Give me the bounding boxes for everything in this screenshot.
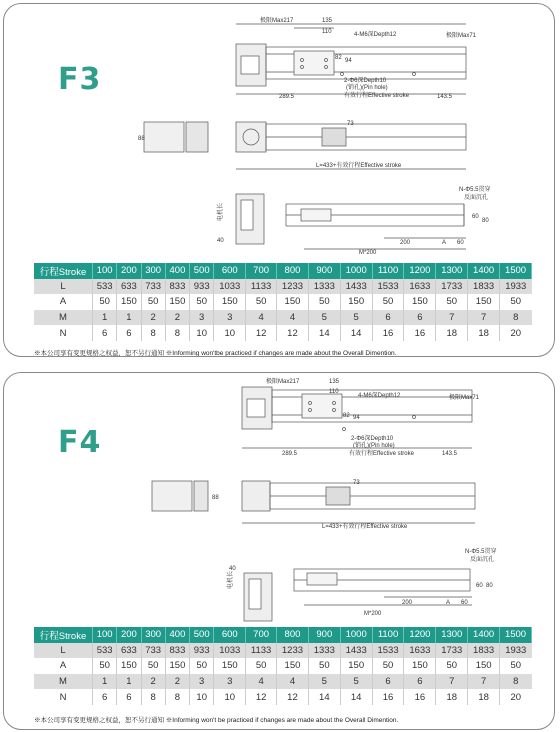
header-label: 行程Stroke [34,263,93,279]
dim-effective: 有效行程Effective stroke [349,451,414,457]
table-cell: 14 [308,325,340,341]
footnote: ※本公司享有变更规格之权益，恕不另行通知 ※Informing won't be practiced if changes are made about the Overall Dimention. [34,717,399,724]
spec-panel-f3 [3,3,555,357]
table-cell: 150 [468,658,500,674]
dim-length: L=433+有效行程Effective stroke [322,524,408,530]
dim-73: 73 [353,480,360,486]
table-cell: 12 [277,689,309,705]
stroke-header-cell: 400 [165,263,189,279]
dim-80: 80 [486,583,493,589]
table-cell: 14 [340,325,372,341]
table-cell: 8 [141,325,165,341]
row-label: A [34,658,93,674]
stroke-header-cell: 400 [165,627,189,643]
table-cell: 14 [340,689,372,705]
row-label: N [34,325,93,341]
table-cell: 4 [277,310,309,326]
table-cell: 20 [500,325,532,341]
stroke-header-cell: 1400 [468,263,500,279]
table-cell: 8 [165,325,189,341]
row-label: L [34,279,93,295]
model-title: F3 [58,62,102,97]
table-cell: 4 [246,674,277,690]
dim-200: 200 [400,240,411,246]
table-cell: 533 [93,643,117,659]
dim-screw: 4-M6深Depth12 [358,393,401,399]
table-cell: 1533 [372,279,404,295]
side-view [144,122,466,169]
table-cell: 6 [117,689,141,705]
spec-panel-f4 [3,372,555,730]
row-label: L [34,643,93,659]
table-cell: 10 [190,325,214,341]
table-cell: 7 [468,674,500,690]
dim-82: 82 [343,413,350,419]
table-cell: 7 [436,674,468,690]
table-row [34,310,532,326]
dim-289: 289.5 [282,451,298,457]
dim-135: 135 [322,18,333,24]
table-cell: 1833 [468,279,500,295]
dim-a: A [446,600,451,606]
table-cell: 1033 [214,279,246,295]
stroke-header-cell: 100 [93,263,117,279]
table-cell: 16 [404,325,436,341]
table-cell: 1 [93,674,117,690]
table-cell: 50 [372,294,404,310]
table-row [34,325,532,341]
table-cell: 150 [165,658,189,674]
dim-88: 88 [138,136,145,142]
table-cell: 2 [141,310,165,326]
stroke-header-cell: 800 [277,627,309,643]
row-label: A [34,294,93,310]
table-cell: 150 [165,294,189,310]
footnote: ※本公司享有变更规格之权益，恕不另行通知 ※Informing won'tbe practiced if changes are made about the Overall Dimention. [34,350,397,357]
dim-max-right: 极限Max71 [446,33,477,39]
stroke-header-cell: 1100 [372,627,404,643]
dim-200: 200 [402,600,413,606]
stroke-header-cell: 200 [117,627,141,643]
table-cell: 5 [308,310,340,326]
dim-max-left: 极限Max217 [260,18,294,24]
stroke-header-cell: 1100 [372,263,404,279]
table-cell: 50 [308,658,340,674]
stroke-header-cell: 900 [308,627,340,643]
table-cell: 12 [277,325,309,341]
dim-40: 40 [217,238,224,244]
table-cell: 150 [117,658,141,674]
table-cell: 3 [190,674,214,690]
stroke-header-cell: 700 [246,627,277,643]
table-cell: 3 [214,674,246,690]
table-cell: 10 [214,325,246,341]
table-row [34,674,532,690]
stroke-header-cell: 100 [93,627,117,643]
dim-94: 94 [353,415,360,421]
table-row [34,643,532,659]
dim-m200: M*200 [359,250,377,256]
dim-82: 82 [335,55,342,61]
table-cell: 50 [308,294,340,310]
dim-length: L=433+有效行程Effective stroke [316,163,402,169]
table-cell: 50 [246,294,277,310]
table-cell: 50 [246,658,277,674]
dim-88: 88 [212,495,219,501]
table-row [34,279,532,295]
dim-289: 289.5 [279,94,295,100]
dim-motor: 电机长 [218,202,224,221]
stroke-header-cell: 1300 [436,263,468,279]
table-cell: 1533 [372,643,404,659]
table-cell: 6 [117,325,141,341]
table-cell: 150 [214,658,246,674]
table-cell: 6 [93,325,117,341]
stroke-header-cell: 1200 [404,627,436,643]
table-cell: 633 [117,643,141,659]
dim-60v: 60 [476,583,483,589]
dim-110: 110 [322,29,332,35]
stroke-header-cell: 1400 [468,627,500,643]
table-cell: 6 [93,689,117,705]
table-row [34,294,532,310]
stroke-header-cell: 700 [246,263,277,279]
table-cell: 50 [436,294,468,310]
dim-pinhole-a: 2-Φ6深Depth10 [344,78,387,84]
table-cell: 1233 [277,279,309,295]
table-row [34,689,532,705]
table-cell: 10 [190,689,214,705]
table-cell: 633 [117,279,141,295]
stroke-header-cell: 1000 [340,263,372,279]
stroke-header-cell: 1500 [500,627,532,643]
row-label: M [34,674,93,690]
stroke-header-cell: 1500 [500,263,532,279]
table-cell: 3 [190,310,214,326]
dim-60h: 60 [457,240,464,246]
dim-80: 80 [482,218,489,224]
table-cell: 1 [117,674,141,690]
table-cell: 1233 [277,643,309,659]
stroke-header-cell: 300 [141,263,165,279]
dim-60v: 60 [472,214,479,220]
table-cell: 50 [93,658,117,674]
model-title: F4 [58,425,102,460]
table-cell: 50 [190,294,214,310]
table-cell: 50 [190,658,214,674]
table-cell: 1633 [404,279,436,295]
table-row [34,658,532,674]
stroke-header-cell: 1300 [436,627,468,643]
stroke-header-cell: 900 [308,263,340,279]
table-cell: 6 [404,674,436,690]
table-cell: 1333 [308,643,340,659]
table-cell: 50 [93,294,117,310]
table-cell: 1733 [436,279,468,295]
table-cell: 1133 [246,279,277,295]
table-cell: 12 [246,325,277,341]
table-cell: 933 [190,279,214,295]
table-cell: 150 [404,658,436,674]
table-cell: 1933 [500,643,532,659]
table-cell: 16 [372,689,404,705]
table-cell: 1033 [214,643,246,659]
table-cell: 1133 [246,643,277,659]
table-cell: 1433 [340,279,372,295]
table-cell: 2 [141,674,165,690]
dim-135: 135 [329,379,340,385]
table-cell: 50 [500,658,532,674]
table-cell: 6 [372,310,404,326]
table-cell: 8 [141,689,165,705]
front-view [236,194,466,249]
dim-max-right: 极限Max71 [449,395,480,401]
dim-hole-a: N-Φ5.5贯穿 [465,549,497,555]
stroke-header-cell: 1200 [404,263,436,279]
table-cell: 50 [141,294,165,310]
dim-a: A [442,240,447,246]
stroke-header-cell: 500 [190,263,214,279]
table-cell: 7 [468,310,500,326]
dim-pinhole-b: (销孔)(Pin hole) [353,443,395,449]
dim-hole-a: N-Φ5.5贯穿 [459,187,491,193]
table-cell: 18 [436,689,468,705]
dim-94: 94 [345,58,352,64]
side-view [152,481,475,523]
table-cell: 833 [165,643,189,659]
dim-effective: 有效行程Effective stroke [344,93,409,99]
dim-143: 143.5 [437,94,453,100]
table-cell: 18 [468,689,500,705]
table-cell: 8 [165,689,189,705]
table-cell: 1 [117,310,141,326]
table-cell: 150 [404,294,436,310]
table-cell: 2 [165,310,189,326]
table-cell: 933 [190,643,214,659]
dim-143: 143.5 [442,451,458,457]
table-cell: 150 [277,294,309,310]
table-cell: 5 [308,674,340,690]
dim-110: 110 [329,389,339,395]
stroke-header-cell: 600 [214,627,246,643]
stroke-header-cell: 600 [214,263,246,279]
row-label: N [34,689,93,705]
table-cell: 150 [214,294,246,310]
table-cell: 533 [93,279,117,295]
table-cell: 150 [340,294,372,310]
dim-73: 73 [347,121,354,127]
front-view [244,569,472,621]
table-cell: 6 [404,310,436,326]
table-cell: 10 [214,689,246,705]
technical-drawing [4,373,554,628]
table-cell: 18 [468,325,500,341]
table-cell: 2 [165,674,189,690]
table-cell: 50 [141,658,165,674]
table-cell: 50 [372,658,404,674]
table-cell: 8 [500,674,532,690]
table-header-row [34,627,532,643]
stroke-header-cell: 300 [141,627,165,643]
stroke-spec-table [34,627,532,705]
stroke-header-cell: 1000 [340,627,372,643]
table-cell: 150 [277,658,309,674]
table-cell: 50 [436,658,468,674]
table-cell: 4 [277,674,309,690]
dim-hole-b: 反面沉孔 [464,195,489,201]
table-cell: 733 [141,279,165,295]
table-cell: 6 [372,674,404,690]
table-cell: 50 [500,294,532,310]
dim-pinhole-b: (销孔)(Pin hole) [346,85,388,91]
technical-drawing [4,4,554,259]
dim-m200: M*200 [364,611,382,617]
stroke-header-cell: 200 [117,263,141,279]
dim-60h: 60 [461,600,468,606]
stroke-header-cell: 800 [277,263,309,279]
table-cell: 1733 [436,643,468,659]
table-cell: 733 [141,643,165,659]
table-cell: 18 [436,325,468,341]
dim-40: 40 [229,566,236,572]
table-cell: 7 [436,310,468,326]
table-cell: 12 [246,689,277,705]
table-cell: 833 [165,279,189,295]
header-label: 行程Stroke [34,627,93,643]
table-cell: 16 [404,689,436,705]
table-cell: 8 [500,310,532,326]
table-cell: 14 [308,689,340,705]
table-cell: 3 [214,310,246,326]
table-cell: 1933 [500,279,532,295]
table-cell: 20 [500,689,532,705]
table-cell: 5 [340,310,372,326]
stroke-header-cell: 500 [190,627,214,643]
table-cell: 1433 [340,643,372,659]
stroke-spec-table [34,263,532,341]
table-cell: 150 [117,294,141,310]
table-cell: 1633 [404,643,436,659]
dim-motor: 电机长 [228,570,234,589]
dim-screw: 4-M6深Depth12 [354,32,397,38]
table-cell: 4 [246,310,277,326]
dim-hole-b: 反面沉孔 [470,557,495,563]
table-cell: 16 [372,325,404,341]
row-label: M [34,310,93,326]
dim-pinhole-a: 2-Φ6深Depth10 [351,436,394,442]
table-cell: 5 [340,674,372,690]
dim-max-left: 极限Max217 [266,379,300,385]
table-cell: 1333 [308,279,340,295]
table-header-row [34,263,532,279]
table-cell: 150 [468,294,500,310]
table-cell: 150 [340,658,372,674]
table-cell: 1 [93,310,117,326]
table-cell: 1833 [468,643,500,659]
